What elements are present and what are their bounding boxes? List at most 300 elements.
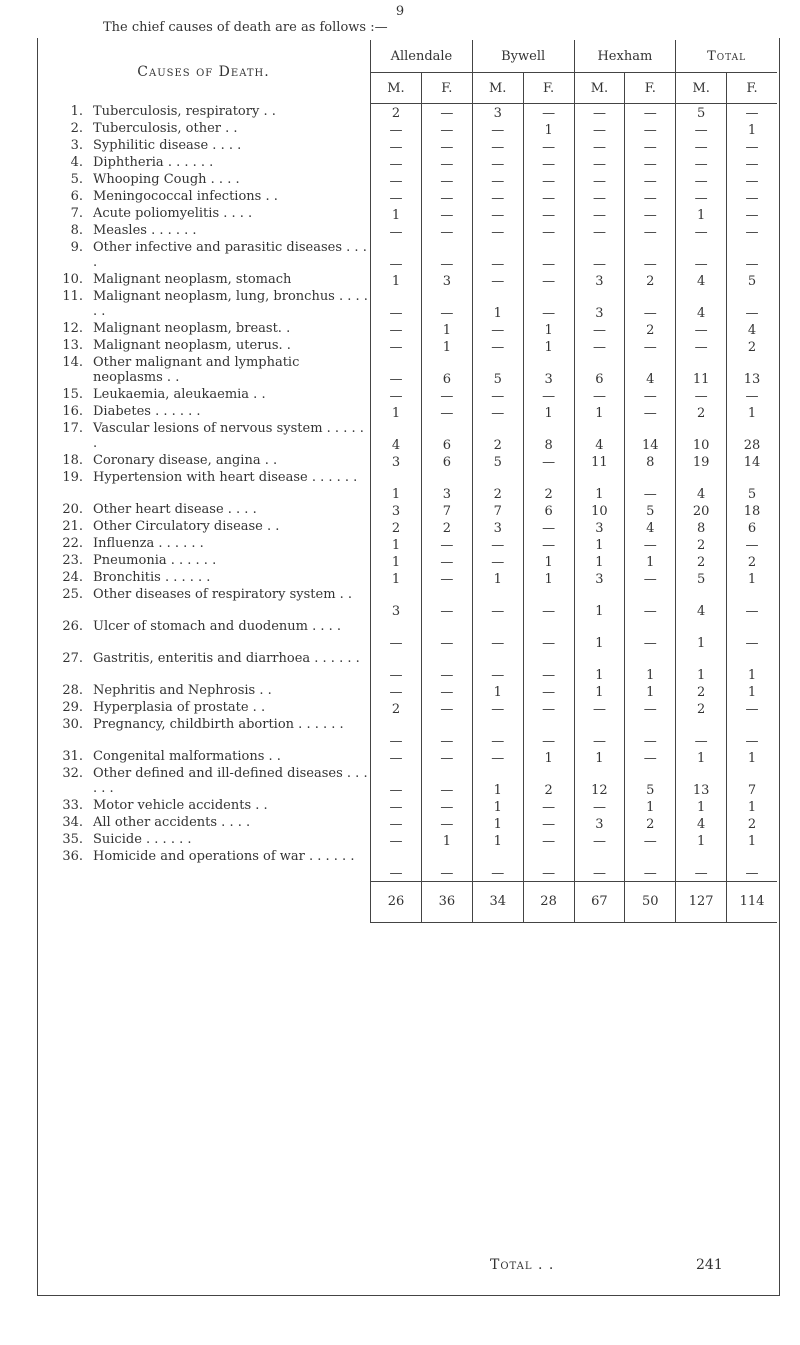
count-cell: — bbox=[625, 717, 676, 749]
cause-number: 18. bbox=[62, 453, 83, 468]
cause-cell bbox=[37, 240, 371, 272]
cause-cell bbox=[37, 223, 371, 240]
cause-name: Malignant neoplasm, stomach bbox=[93, 272, 292, 287]
cause-number: 36. bbox=[62, 849, 83, 864]
cause-name: Diphtheria . . . . . . bbox=[93, 155, 214, 170]
count-cell: — bbox=[625, 121, 676, 138]
count-cell: 1 bbox=[676, 749, 727, 766]
count-cell: — bbox=[676, 189, 727, 206]
cause-name: Vascular lesions of nervous system . . . . . . bbox=[93, 421, 364, 451]
count-cell: 1 bbox=[727, 749, 777, 766]
count-cell: 2 bbox=[676, 700, 727, 717]
total-cell: 50 bbox=[625, 881, 676, 922]
count-cell: — bbox=[676, 717, 727, 749]
count-cell: 1 bbox=[371, 404, 422, 421]
table-row bbox=[37, 289, 777, 321]
count-cell: — bbox=[574, 172, 625, 189]
count-cell: 4 bbox=[676, 815, 727, 832]
count-cell: — bbox=[625, 470, 676, 502]
totals-row bbox=[37, 881, 777, 922]
count-cell: — bbox=[625, 587, 676, 619]
cause-cell bbox=[37, 651, 371, 683]
count-cell: — bbox=[421, 206, 472, 223]
cause-name: Nephritis and Nephrosis . . bbox=[93, 683, 272, 698]
count-cell: 13 bbox=[727, 355, 777, 387]
count-cell: — bbox=[523, 832, 574, 849]
count-cell: 3 bbox=[574, 570, 625, 587]
table-row bbox=[37, 206, 777, 223]
count-cell: 1 bbox=[727, 798, 777, 815]
cause-name: Acute poliomyelitis . . . . bbox=[93, 206, 253, 221]
sex-header: F. bbox=[421, 73, 472, 104]
count-cell: 3 bbox=[421, 272, 472, 289]
count-cell: — bbox=[625, 172, 676, 189]
cause-name: Other malignant and lymphatic neoplasms . . bbox=[93, 355, 300, 385]
count-cell: — bbox=[523, 536, 574, 553]
count-cell: — bbox=[574, 155, 625, 172]
cause-name: Diabetes . . . . . . bbox=[93, 404, 201, 419]
count-cell: 11 bbox=[676, 355, 727, 387]
count-cell: — bbox=[676, 338, 727, 355]
count-cell: 1 bbox=[472, 683, 523, 700]
table-row bbox=[37, 536, 777, 553]
count-cell: — bbox=[371, 815, 422, 832]
count-cell: 3 bbox=[371, 587, 422, 619]
cause-number: 7. bbox=[70, 206, 83, 221]
count-cell: — bbox=[727, 587, 777, 619]
cause-name: Gastritis, enteritis and diarrhoea . . . . . . bbox=[93, 651, 360, 666]
count-cell: 5 bbox=[472, 355, 523, 387]
count-cell: — bbox=[472, 651, 523, 683]
count-cell: 1 bbox=[371, 470, 422, 502]
count-cell: 19 bbox=[676, 453, 727, 470]
count-cell: — bbox=[472, 587, 523, 619]
count-cell: 2 bbox=[523, 470, 574, 502]
count-cell: 4 bbox=[676, 470, 727, 502]
table-row bbox=[37, 321, 777, 338]
page-number: 9 bbox=[395, 4, 405, 19]
count-cell: 2 bbox=[421, 519, 472, 536]
count-cell: 1 bbox=[421, 321, 472, 338]
count-cell: — bbox=[625, 240, 676, 272]
count-cell: — bbox=[625, 189, 676, 206]
count-cell: — bbox=[472, 404, 523, 421]
cause-number: 35. bbox=[62, 832, 83, 847]
table-row bbox=[37, 766, 777, 798]
count-cell: 1 bbox=[727, 683, 777, 700]
count-cell: 3 bbox=[574, 815, 625, 832]
count-cell: 1 bbox=[676, 206, 727, 223]
count-cell: — bbox=[421, 700, 472, 717]
cause-number: 34. bbox=[62, 815, 83, 830]
count-cell: 3 bbox=[574, 519, 625, 536]
count-cell: — bbox=[727, 206, 777, 223]
count-cell: 3 bbox=[574, 289, 625, 321]
count-cell: 1 bbox=[472, 798, 523, 815]
count-cell: — bbox=[371, 749, 422, 766]
total-cell: 26 bbox=[371, 881, 422, 922]
cause-number: 15. bbox=[62, 387, 83, 402]
count-cell: — bbox=[472, 338, 523, 355]
cause-cell bbox=[37, 619, 371, 651]
count-cell: — bbox=[421, 536, 472, 553]
count-cell: 1 bbox=[472, 570, 523, 587]
cause-name: Other heart disease . . . . bbox=[93, 502, 257, 517]
count-cell: 4 bbox=[676, 289, 727, 321]
count-cell: — bbox=[371, 138, 422, 155]
count-cell: — bbox=[574, 240, 625, 272]
count-cell: — bbox=[421, 651, 472, 683]
count-cell: — bbox=[676, 155, 727, 172]
count-cell: 1 bbox=[574, 683, 625, 700]
table-row bbox=[37, 138, 777, 155]
count-cell: 1 bbox=[727, 121, 777, 138]
count-cell: — bbox=[371, 223, 422, 240]
count-cell: — bbox=[472, 172, 523, 189]
count-cell: — bbox=[472, 223, 523, 240]
cause-number: 30. bbox=[62, 717, 83, 732]
count-cell: — bbox=[676, 849, 727, 881]
cause-number: 20. bbox=[62, 502, 83, 517]
cause-number: 27. bbox=[62, 651, 83, 666]
count-cell: 1 bbox=[625, 651, 676, 683]
count-cell: — bbox=[676, 223, 727, 240]
sex-header: M. bbox=[574, 73, 625, 104]
count-cell: — bbox=[371, 172, 422, 189]
table-row bbox=[37, 172, 777, 189]
cause-name: Suicide . . . . . . bbox=[93, 832, 192, 847]
count-cell: 14 bbox=[727, 453, 777, 470]
count-cell: 1 bbox=[574, 749, 625, 766]
count-cell: 1 bbox=[523, 570, 574, 587]
cause-number: 13. bbox=[62, 338, 83, 353]
cause-number: 5. bbox=[70, 172, 83, 187]
count-cell: — bbox=[676, 240, 727, 272]
count-cell: 18 bbox=[727, 502, 777, 519]
cause-name: Meningococcal infections . . bbox=[93, 189, 278, 204]
count-cell: — bbox=[574, 121, 625, 138]
cause-number: 14. bbox=[62, 355, 83, 370]
cause-cell bbox=[37, 587, 371, 619]
count-cell: — bbox=[421, 798, 472, 815]
cause-cell bbox=[37, 700, 371, 717]
cause-name: Pregnancy, childbirth abortion . . . . . . bbox=[93, 717, 344, 732]
count-cell: 1 bbox=[574, 404, 625, 421]
count-cell: — bbox=[421, 104, 472, 122]
count-cell: — bbox=[625, 155, 676, 172]
cause-name: Other infective and parasitic diseases . . . . bbox=[93, 240, 367, 270]
cause-number: 4. bbox=[70, 155, 83, 170]
count-cell: — bbox=[371, 289, 422, 321]
count-cell: 28 bbox=[727, 421, 777, 453]
count-cell: 3 bbox=[371, 453, 422, 470]
table-row bbox=[37, 355, 777, 387]
count-cell: 8 bbox=[676, 519, 727, 536]
count-cell: — bbox=[727, 700, 777, 717]
cause-cell bbox=[37, 553, 371, 570]
count-cell: — bbox=[371, 121, 422, 138]
count-cell: 1 bbox=[727, 832, 777, 849]
count-cell: 1 bbox=[371, 570, 422, 587]
count-cell: — bbox=[574, 138, 625, 155]
table-row bbox=[37, 619, 777, 651]
count-cell: — bbox=[676, 321, 727, 338]
table-row bbox=[37, 223, 777, 240]
cause-cell bbox=[37, 355, 371, 387]
count-cell: 2 bbox=[472, 421, 523, 453]
count-cell: — bbox=[472, 155, 523, 172]
count-cell: — bbox=[421, 849, 472, 881]
count-cell: 3 bbox=[371, 502, 422, 519]
cause-number: 1. bbox=[70, 103, 83, 119]
count-cell: — bbox=[472, 121, 523, 138]
count-cell: 2 bbox=[676, 683, 727, 700]
count-cell: 4 bbox=[676, 587, 727, 619]
count-cell: 5 bbox=[625, 766, 676, 798]
count-cell: — bbox=[574, 387, 625, 404]
table-row bbox=[37, 338, 777, 355]
count-cell: — bbox=[472, 749, 523, 766]
count-cell: — bbox=[523, 815, 574, 832]
sex-header: F. bbox=[727, 73, 777, 104]
count-cell: — bbox=[727, 717, 777, 749]
grand-total-label: Total . . bbox=[490, 1257, 555, 1273]
count-cell: — bbox=[371, 683, 422, 700]
cause-number: 8. bbox=[70, 223, 83, 238]
table-row bbox=[37, 272, 777, 289]
count-cell: — bbox=[523, 587, 574, 619]
cause-name: Bronchitis . . . . . . bbox=[93, 570, 211, 585]
count-cell: 5 bbox=[727, 272, 777, 289]
cause-cell bbox=[37, 832, 371, 849]
header-allendale: Allendale bbox=[371, 40, 473, 73]
cause-cell bbox=[37, 404, 371, 421]
cause-name: Congenital malformations . . bbox=[93, 749, 281, 764]
cause-name: Other Circulatory disease . . bbox=[93, 519, 280, 534]
count-cell: 2 bbox=[371, 700, 422, 717]
cause-cell bbox=[37, 189, 371, 206]
count-cell: — bbox=[676, 172, 727, 189]
cause-number: 9. bbox=[70, 240, 83, 255]
cause-name: Coronary disease, angina . . bbox=[93, 453, 278, 468]
cause-number: 2. bbox=[70, 121, 83, 136]
count-cell: — bbox=[625, 206, 676, 223]
count-cell: 3 bbox=[523, 355, 574, 387]
count-cell: — bbox=[523, 206, 574, 223]
header-bywell: Bywell bbox=[472, 40, 574, 73]
cause-number: 28. bbox=[62, 683, 83, 698]
cause-cell bbox=[37, 104, 371, 122]
count-cell: 1 bbox=[625, 553, 676, 570]
total-cell: 36 bbox=[421, 881, 472, 922]
count-cell: 2 bbox=[523, 766, 574, 798]
count-cell: — bbox=[727, 155, 777, 172]
count-cell: 2 bbox=[625, 272, 676, 289]
causes-of-death-table bbox=[37, 40, 777, 923]
count-cell: — bbox=[472, 536, 523, 553]
count-cell: — bbox=[421, 587, 472, 619]
table-row bbox=[37, 470, 777, 502]
cause-cell bbox=[37, 206, 371, 223]
count-cell: — bbox=[625, 536, 676, 553]
table-row bbox=[37, 240, 777, 272]
cause-cell bbox=[37, 421, 371, 453]
cause-cell bbox=[37, 749, 371, 766]
count-cell: — bbox=[574, 338, 625, 355]
count-cell: 7 bbox=[421, 502, 472, 519]
cause-cell bbox=[37, 502, 371, 519]
count-cell: — bbox=[371, 651, 422, 683]
count-cell: 1 bbox=[523, 121, 574, 138]
cause-name: Measles . . . . . . bbox=[93, 223, 197, 238]
count-cell: — bbox=[421, 619, 472, 651]
cause-number: 11. bbox=[62, 289, 83, 304]
count-cell: — bbox=[625, 700, 676, 717]
count-cell: — bbox=[421, 138, 472, 155]
count-cell: — bbox=[371, 240, 422, 272]
cause-name: All other accidents . . . . bbox=[93, 815, 251, 830]
cause-cell bbox=[37, 717, 371, 749]
count-cell: — bbox=[676, 138, 727, 155]
cause-number: 24. bbox=[62, 570, 83, 585]
count-cell: 4 bbox=[371, 421, 422, 453]
cause-number: 22. bbox=[62, 536, 83, 551]
cause-number: 16. bbox=[62, 404, 83, 419]
table-row bbox=[37, 849, 777, 881]
cause-name: Tuberculosis, other . . bbox=[93, 121, 238, 136]
count-cell: 1 bbox=[625, 683, 676, 700]
sex-header: M. bbox=[371, 73, 422, 104]
count-cell: 6 bbox=[421, 421, 472, 453]
cause-name: Malignant neoplasm, breast. . bbox=[93, 321, 291, 336]
cause-number: 29. bbox=[62, 700, 83, 715]
count-cell: — bbox=[727, 138, 777, 155]
count-cell: — bbox=[472, 272, 523, 289]
header-total: Total bbox=[676, 40, 777, 73]
cause-cell bbox=[37, 470, 371, 502]
count-cell: 12 bbox=[574, 766, 625, 798]
count-cell: 1 bbox=[676, 798, 727, 815]
count-cell: 1 bbox=[371, 536, 422, 553]
cause-name: Ulcer of stomach and duodenum . . . . bbox=[93, 619, 342, 634]
table-row bbox=[37, 683, 777, 700]
cause-cell bbox=[37, 849, 371, 881]
count-cell: 4 bbox=[727, 321, 777, 338]
cause-cell bbox=[37, 519, 371, 536]
cause-name: Other defined and ill-defined diseases . . . . . . bbox=[93, 766, 368, 796]
sex-header: F. bbox=[625, 73, 676, 104]
count-cell: 13 bbox=[676, 766, 727, 798]
count-cell: — bbox=[523, 519, 574, 536]
count-cell: 1 bbox=[421, 832, 472, 849]
count-cell: 6 bbox=[421, 453, 472, 470]
count-cell: — bbox=[523, 104, 574, 122]
count-cell: 2 bbox=[371, 519, 422, 536]
cause-name: Leukaemia, aleukaemia . . bbox=[93, 387, 266, 402]
count-cell: — bbox=[472, 206, 523, 223]
count-cell: — bbox=[421, 553, 472, 570]
table-row bbox=[37, 832, 777, 849]
count-cell: — bbox=[523, 189, 574, 206]
count-cell: — bbox=[625, 387, 676, 404]
cause-name: Hypertension with heart disease . . . . . . bbox=[93, 470, 358, 485]
count-cell: 3 bbox=[472, 519, 523, 536]
count-cell: — bbox=[472, 553, 523, 570]
count-cell: 5 bbox=[472, 453, 523, 470]
count-cell: 1 bbox=[421, 338, 472, 355]
cause-cell bbox=[37, 121, 371, 138]
grand-total-value: 241 bbox=[696, 1257, 723, 1273]
count-cell: — bbox=[574, 206, 625, 223]
count-cell: 2 bbox=[625, 815, 676, 832]
count-cell: 1 bbox=[472, 815, 523, 832]
count-cell: 10 bbox=[676, 421, 727, 453]
count-cell: 5 bbox=[625, 502, 676, 519]
table-row bbox=[37, 717, 777, 749]
cause-number: 31. bbox=[62, 749, 83, 764]
table-row bbox=[37, 798, 777, 815]
count-cell: 1 bbox=[523, 553, 574, 570]
count-cell: — bbox=[625, 832, 676, 849]
count-cell: 1 bbox=[472, 832, 523, 849]
cause-number: 21. bbox=[62, 519, 83, 534]
count-cell: — bbox=[421, 815, 472, 832]
count-cell: — bbox=[625, 138, 676, 155]
cause-name: Other diseases of respiratory system . . bbox=[93, 587, 353, 602]
cause-name: Whooping Cough . . . . bbox=[93, 172, 240, 187]
count-cell: 1 bbox=[371, 553, 422, 570]
count-cell: — bbox=[727, 387, 777, 404]
count-cell: 1 bbox=[676, 832, 727, 849]
count-cell: — bbox=[523, 289, 574, 321]
table-row bbox=[37, 587, 777, 619]
count-cell: 2 bbox=[472, 470, 523, 502]
count-cell: 4 bbox=[625, 519, 676, 536]
count-cell: — bbox=[727, 619, 777, 651]
count-cell: — bbox=[472, 387, 523, 404]
count-cell: 1 bbox=[574, 619, 625, 651]
count-cell: — bbox=[523, 683, 574, 700]
table-row bbox=[37, 453, 777, 470]
count-cell: — bbox=[523, 223, 574, 240]
cause-name: Influenza . . . . . . bbox=[93, 536, 204, 551]
count-cell: 8 bbox=[625, 453, 676, 470]
cause-name: Pneumonia . . . . . . bbox=[93, 553, 217, 568]
count-cell: 5 bbox=[676, 570, 727, 587]
cause-name: Homicide and operations of war . . . . . . bbox=[93, 849, 355, 864]
count-cell: — bbox=[523, 651, 574, 683]
table-row bbox=[37, 570, 777, 587]
cause-number: 33. bbox=[62, 798, 83, 813]
count-cell: — bbox=[523, 619, 574, 651]
count-cell: — bbox=[421, 683, 472, 700]
count-cell: 1 bbox=[523, 321, 574, 338]
count-cell: — bbox=[421, 766, 472, 798]
count-cell: — bbox=[371, 832, 422, 849]
table-row bbox=[37, 189, 777, 206]
cause-name: Hyperplasia of prostate . . bbox=[93, 700, 266, 715]
table-row bbox=[37, 104, 777, 122]
count-cell: — bbox=[676, 121, 727, 138]
total-cell: 28 bbox=[523, 881, 574, 922]
count-cell: 1 bbox=[472, 289, 523, 321]
count-cell: — bbox=[421, 189, 472, 206]
count-cell: — bbox=[625, 570, 676, 587]
count-cell: — bbox=[625, 404, 676, 421]
count-cell: 1 bbox=[574, 536, 625, 553]
total-cell: 67 bbox=[574, 881, 625, 922]
count-cell: — bbox=[472, 138, 523, 155]
